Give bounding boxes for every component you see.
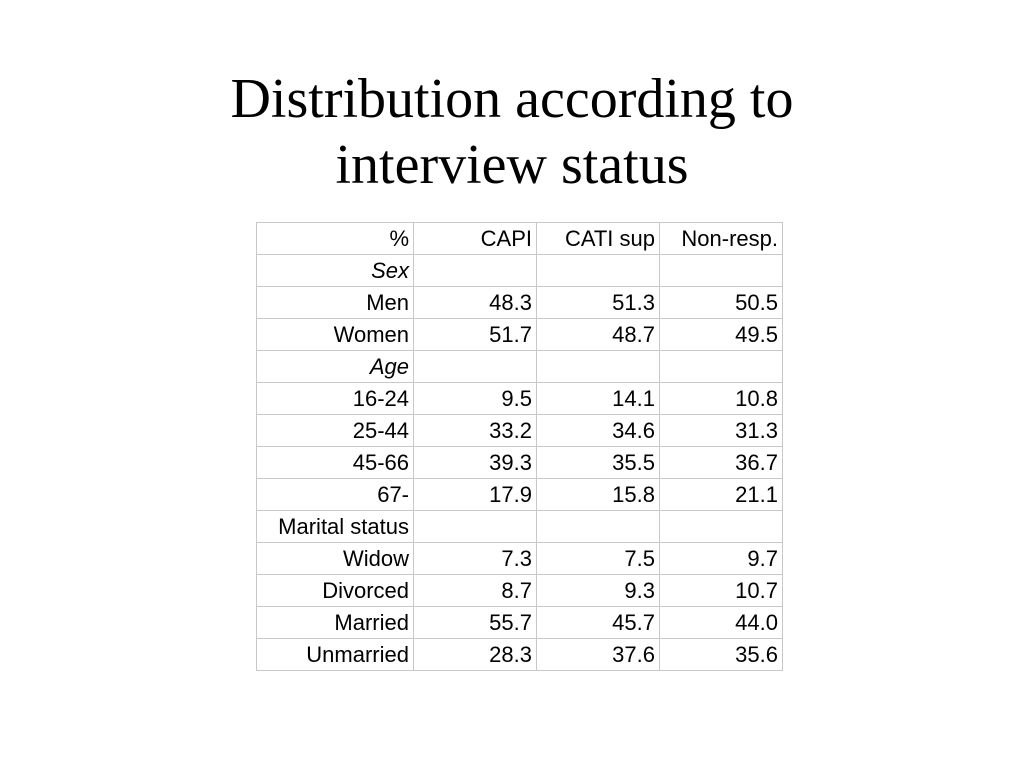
row-label-cell: Unmarried — [257, 639, 414, 671]
value-cell: 55.7 — [414, 607, 537, 639]
value-cell: 21.1 — [660, 479, 783, 511]
value-cell — [660, 511, 783, 543]
table-row — [257, 255, 783, 287]
value-cell: 34.6 — [537, 415, 660, 447]
row-label-cell: Married — [257, 607, 414, 639]
row-label-cell: Marital status — [257, 511, 414, 543]
value-cell: 15.8 — [537, 479, 660, 511]
value-cell: 45.7 — [537, 607, 660, 639]
distribution-table — [256, 222, 783, 671]
table-row — [257, 415, 783, 447]
value-cell: 31.3 — [660, 415, 783, 447]
row-label-cell: Widow — [257, 543, 414, 575]
value-cell: 48.7 — [537, 319, 660, 351]
row-label-cell: Divorced — [257, 575, 414, 607]
table-row — [257, 383, 783, 415]
value-cell: 36.7 — [660, 447, 783, 479]
table-row — [257, 511, 783, 543]
value-cell: 14.1 — [537, 383, 660, 415]
header-cell-percent: % — [257, 223, 414, 255]
value-cell: 7.3 — [414, 543, 537, 575]
distribution-table-body — [257, 223, 783, 671]
value-cell: 7.5 — [537, 543, 660, 575]
value-cell: 35.5 — [537, 447, 660, 479]
header-cell-cati-sup: CATI sup — [537, 223, 660, 255]
value-cell — [414, 351, 537, 383]
slide-title — [0, 66, 1024, 198]
header-cell-non-resp: Non-resp. — [660, 223, 783, 255]
row-label-cell: 16-24 — [257, 383, 414, 415]
value-cell: 8.7 — [414, 575, 537, 607]
value-cell: 50.5 — [660, 287, 783, 319]
value-cell — [537, 351, 660, 383]
row-label-cell: Age — [257, 351, 414, 383]
table-row — [257, 479, 783, 511]
header-cell-capi: CAPI — [414, 223, 537, 255]
value-cell: 17.9 — [414, 479, 537, 511]
value-cell — [537, 255, 660, 287]
value-cell: 35.6 — [660, 639, 783, 671]
value-cell: 10.7 — [660, 575, 783, 607]
value-cell: 10.8 — [660, 383, 783, 415]
value-cell — [660, 255, 783, 287]
value-cell — [660, 351, 783, 383]
value-cell — [537, 511, 660, 543]
value-cell: 9.3 — [537, 575, 660, 607]
value-cell: 39.3 — [414, 447, 537, 479]
table-row — [257, 351, 783, 383]
value-cell: 9.5 — [414, 383, 537, 415]
value-cell: 49.5 — [660, 319, 783, 351]
row-label-cell: Women — [257, 319, 414, 351]
value-cell — [414, 511, 537, 543]
table-row — [257, 607, 783, 639]
slide-title-line-2: interview status — [335, 134, 689, 196]
table-row — [257, 319, 783, 351]
table-row — [257, 639, 783, 671]
table-row — [257, 575, 783, 607]
value-cell: 44.0 — [660, 607, 783, 639]
value-cell: 51.7 — [414, 319, 537, 351]
row-label-cell: 25-44 — [257, 415, 414, 447]
row-label-cell: Sex — [257, 255, 414, 287]
slide-title-line-1: Distribution according to — [230, 68, 794, 130]
value-cell: 37.6 — [537, 639, 660, 671]
table-row — [257, 287, 783, 319]
value-cell: 28.3 — [414, 639, 537, 671]
row-label-cell: 67- — [257, 479, 414, 511]
row-label-cell: 45-66 — [257, 447, 414, 479]
table-row — [257, 543, 783, 575]
table-row — [257, 447, 783, 479]
value-cell: 51.3 — [537, 287, 660, 319]
value-cell: 33.2 — [414, 415, 537, 447]
value-cell: 48.3 — [414, 287, 537, 319]
row-label-cell: Men — [257, 287, 414, 319]
value-cell: 9.7 — [660, 543, 783, 575]
table-header-row — [257, 223, 783, 255]
value-cell — [414, 255, 537, 287]
